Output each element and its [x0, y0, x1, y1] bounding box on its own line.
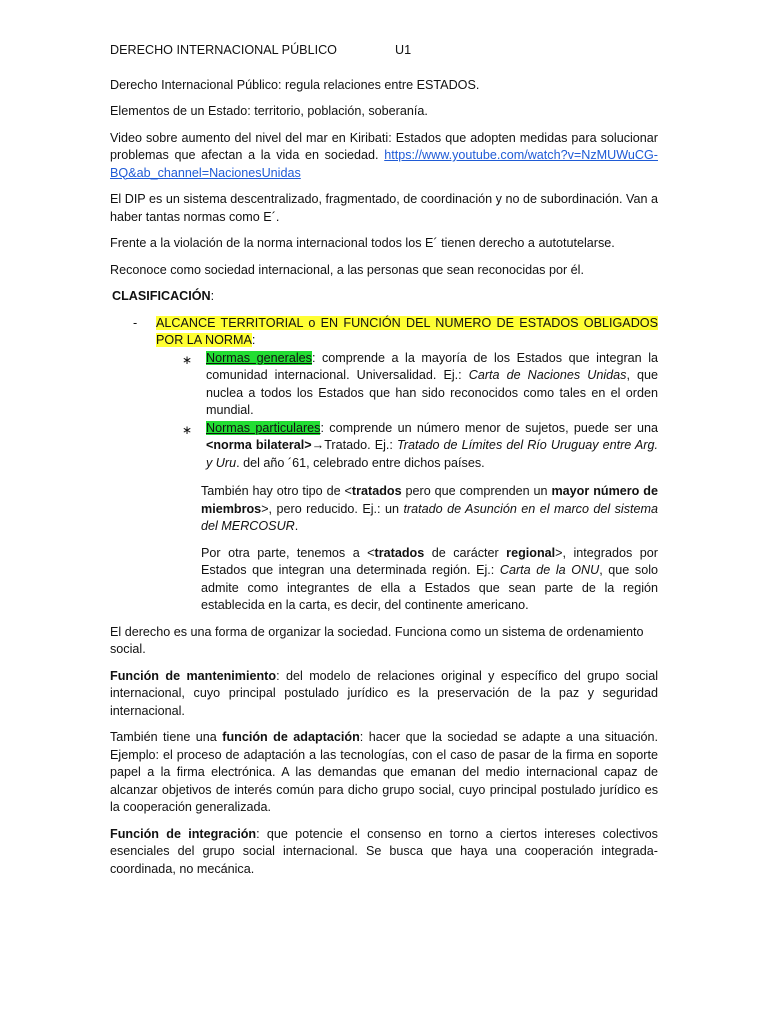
section-heading-clasificacion: CLASIFICACIÓN:: [112, 289, 215, 303]
list-item-alcance: - ALCANCE TERRITORIAL o EN FUNCIÓN DEL NUMERO DE ESTADOS OBLIGADOS POR LA NORMA:: [133, 315, 658, 347]
header-title: DERECHO INTERNACIONAL PÚBLICO: [110, 43, 337, 57]
paragraph-definition: Derecho Internacional Público: regula relaciones entre ESTADOS.: [110, 77, 480, 92]
paragraph-adaptacion: También tiene una función de adaptación: hacer que la sociedad se adapte a una situación. Ejemplo: el proceso de adaptación a las tecnologías, con el caso de pasar de la firma en soporte papel a la firma electrónica. A las demandas que emanan del medio internacional capaz de alcanzar objetivos de interés común para dicho grupo social, cuyo principal postulado jurídico es la cooperación generalizada.: [110, 730, 658, 814]
page-header: [110, 42, 658, 60]
clasificacion-label: CLASIFICACIÓN: [112, 289, 211, 303]
youtube-link[interactable]: https://www.youtube.com/watch?v=NzMUWuCG-BQ&ab_channel=NacionesUnidas: [110, 148, 658, 180]
paragraph-regional: Por otra parte, tenemos a <tratados de carácter regional>, integrados por Estados que integran una determinada región. Ej.: Carta de la ONU, que solo admite como integrantes de ella a Estados que sean parte de la región establecida en la carta, es decir, del continente americano.: [201, 545, 659, 612]
paragraph-dip: El DIP es un sistema descentralizado, fragmentado, de coordinación y no de subordinación. Van a haber tantas normas como E´.: [110, 192, 658, 224]
paragraph-elements: Elementos de un Estado: territorio, población, soberanía.: [110, 104, 428, 118]
arrow-icon: →: [311, 438, 325, 452]
dash-bullet: -: [133, 315, 138, 330]
paragraph-video: [110, 130, 658, 183]
paragraph-violation: Frente a la violación de la norma internacional todos los E´ tienen derecho a autotutelarse.: [110, 236, 615, 250]
paragraph-integracion: Función de integración: que potencie el consenso en torno a ciertos intereses colectivos esenciales del grupo social internacional. Se busca que haya una cooperación integrada-coordinada, no mecánica.: [110, 826, 658, 876]
paragraph-derecho: El derecho es una forma de organizar la sociedad. Funciona como un sistema de ordenamiento social.: [110, 624, 644, 656]
document-body: [110, 42, 658, 887]
video-text: Video sobre aumento del nivel del mar en Kiribati: Estados que adopten medidas para solucionar problemas que afectan a la vida en sociedad.: [110, 130, 658, 162]
asterisk-bullet-icon: ∗: [182, 352, 193, 367]
normas-generales-label: Normas generales: [206, 350, 312, 365]
alcance-highlight: ALCANCE TERRITORIAL o EN FUNCIÓN DEL NUMERO DE ESTADOS OBLIGADOS POR LA NORMA: [156, 315, 658, 347]
paragraph-otro-tipo: También hay otro tipo de <tratados pero que comprenden un mayor número de miembros>, pero reducido. Ej.: un tratado de Asunción en el marco del sistema del MERCOSUR.: [201, 484, 658, 533]
list-item-normas-particulares: ∗ Normas particulares: comprende un número menor de sujetos, puede ser una <norma bilateral>→Tratado. Ej.: Tratado de Límites del Río Uruguay entre Arg. y Uru. del año ´61, celebrado entre dichos países.: [182, 420, 658, 470]
header-unit: U1: [394, 43, 412, 57]
paragraph-society: Reconoce como sociedad internacional, a las personas que sean reconocidas por él.: [110, 262, 584, 277]
asterisk-bullet-icon: ∗: [182, 422, 193, 437]
paragraph-mantenimiento: Función de mantenimiento: del modelo de relaciones original y específico del grupo social internacional, cuyo principal postulado jurídico es la preservación de la paz y seguridad internacional.: [110, 668, 659, 718]
normas-particulares-label: Normas particulares: [206, 420, 321, 435]
list-item-normas-generales: ∗ Normas generales: comprende a la mayoría de los Estados que integran la comunidad internacional. Universalidad. Ej.: Carta de Naciones Unidas, que nuclea a todos los Estados que han sido reconocidos como tales en el orden mundial.: [182, 350, 659, 417]
